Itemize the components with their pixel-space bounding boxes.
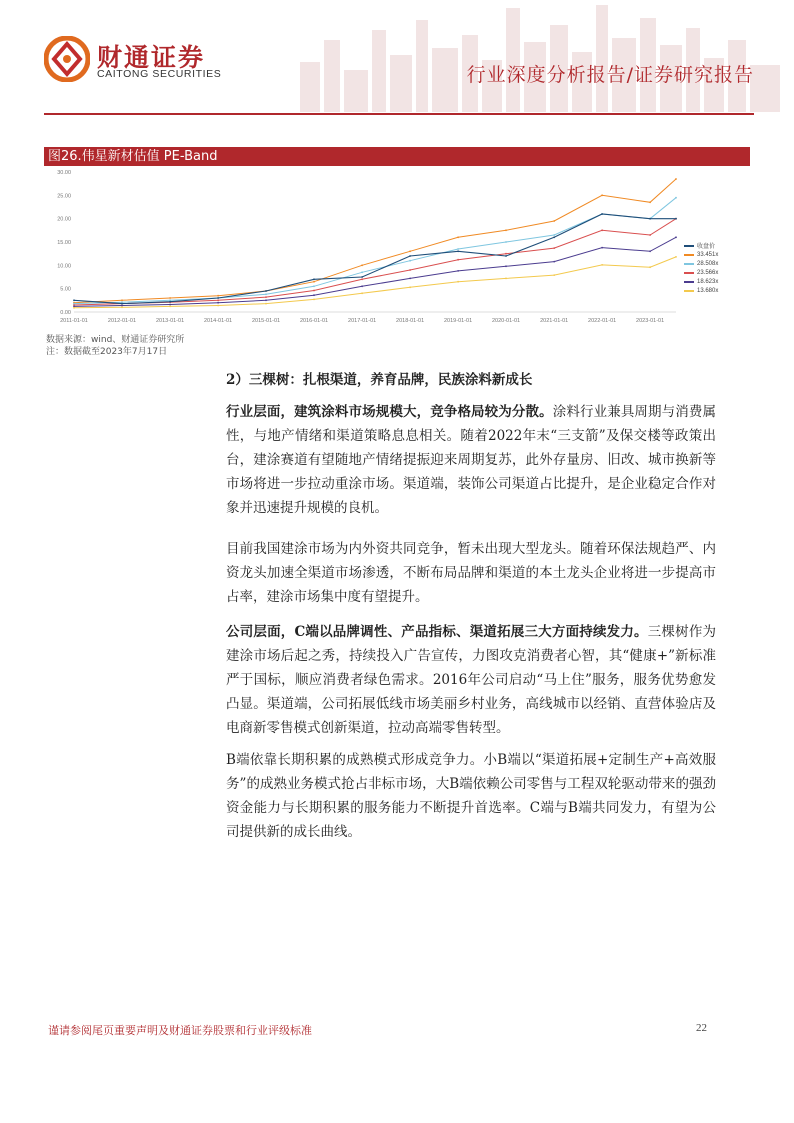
data-point bbox=[649, 218, 651, 220]
x-tick-label: 2015-01-01 bbox=[251, 318, 281, 324]
data-point bbox=[505, 278, 507, 280]
data-point bbox=[457, 270, 459, 272]
x-tick-label: 2020-01-01 bbox=[491, 318, 521, 324]
data-point bbox=[169, 301, 171, 303]
data-point bbox=[675, 178, 677, 180]
legend-swatch bbox=[684, 290, 694, 292]
data-point bbox=[217, 305, 219, 307]
data-point bbox=[217, 302, 219, 304]
data-point bbox=[505, 229, 507, 231]
data-point bbox=[553, 236, 555, 238]
data-point bbox=[553, 220, 555, 222]
paragraph-text bbox=[226, 400, 716, 520]
data-point bbox=[121, 305, 123, 307]
data-point bbox=[457, 259, 459, 261]
data-point bbox=[675, 218, 677, 220]
y-tick-label: 10.00 bbox=[57, 263, 71, 270]
data-point bbox=[649, 250, 651, 252]
paragraph-body: 目前我国建涂市场为内外资共同竞争，暂未出现大型龙头。随着环保法规趋严、内资龙头加速全渠道市场渗透，不断布局品牌和渠道的本土龙头企业将进一步提高市占率，建涂市场集中度有望提升。 bbox=[226, 541, 716, 605]
x-tick-label: 2019-01-01 bbox=[444, 318, 473, 324]
data-point bbox=[505, 253, 507, 255]
data-point bbox=[169, 297, 171, 299]
x-tick-label: 2011-01-01 bbox=[60, 318, 88, 324]
x-tick-label: 2013-01-01 bbox=[156, 318, 185, 324]
data-point bbox=[553, 247, 555, 249]
paragraph-lead: 行业层面，建筑涂料市场规模大，竞争格局较为分散。 bbox=[226, 404, 553, 420]
data-point bbox=[649, 201, 651, 203]
data-point bbox=[601, 194, 603, 196]
data-point bbox=[169, 306, 171, 308]
page-number: 22 bbox=[696, 1022, 707, 1034]
x-tick-label: 2023-01-01 bbox=[636, 318, 665, 324]
legend-entry bbox=[684, 286, 718, 295]
paragraph-text bbox=[226, 620, 716, 740]
logo-chinese-name: 财通证券 bbox=[97, 43, 206, 72]
data-point bbox=[265, 290, 267, 292]
data-point bbox=[217, 295, 219, 297]
y-tick-label: 25.00 bbox=[57, 193, 71, 200]
x-tick-label: 2018-01-01 bbox=[396, 318, 425, 324]
legend-label: 13.680x bbox=[697, 287, 719, 294]
data-point bbox=[361, 285, 363, 287]
data-point bbox=[313, 278, 315, 280]
x-tick-label: 2016-01-01 bbox=[299, 318, 329, 324]
data-point bbox=[169, 304, 171, 306]
data-point bbox=[505, 241, 507, 243]
figure-title: 图26.伟星新材估值 PE-Band bbox=[44, 147, 750, 166]
paragraph-body: B端依靠长期积累的成熟模式形成竞争力。小B端以“渠道拓展+定制生产+高效服务”的成熟业务模式抢占非标市场，大B端依赖公司零售与工程双轮驱动带来的强劲资金能力与长期积累的服务能力不断提升首选率。C端与B端共同发力，有望为公司提供新的成长曲线。 bbox=[226, 752, 716, 840]
data-point bbox=[457, 248, 459, 250]
data-point bbox=[409, 260, 411, 262]
legend-label: 18.623x bbox=[697, 278, 719, 285]
data-point bbox=[217, 299, 219, 301]
data-point bbox=[457, 250, 459, 252]
section-heading: 2）三棵树：扎根渠道，养育品牌，民族涂料新成长 bbox=[226, 372, 533, 388]
data-point bbox=[601, 229, 603, 231]
data-point bbox=[313, 290, 315, 292]
data-point bbox=[505, 265, 507, 267]
data-point bbox=[457, 236, 459, 238]
data-point bbox=[217, 297, 219, 299]
legend-label: 28.508x bbox=[697, 260, 719, 267]
data-point bbox=[409, 255, 411, 257]
data-point bbox=[313, 281, 315, 283]
data-point bbox=[553, 274, 555, 276]
y-tick-label: 20.00 bbox=[57, 216, 71, 223]
logo-english-name: CAITONG SECURITIES bbox=[97, 68, 222, 80]
data-point bbox=[361, 271, 363, 273]
data-point bbox=[361, 292, 363, 294]
paragraph-industry bbox=[226, 400, 716, 520]
data-point bbox=[265, 299, 267, 301]
y-tick-label: 30.00 bbox=[57, 170, 71, 176]
paragraph-body: 涂料行业兼具周期与消费属性，与地产情绪和渠道策略息息相关。随着2022年末“三支箭”及保交楼等政策出台，建涂赛道有望随地产情绪提振迎来周期复苏，此外存量房、旧改、城市换新等市场将进一步拉动重涂市场。渠道端，装饰公司渠道占比提升，是企业稳定合作对象并迅速提升规模的良机。 bbox=[226, 404, 717, 516]
legend-entry bbox=[684, 259, 718, 268]
paragraph-market bbox=[226, 537, 716, 609]
x-tick-label: 2022-01-01 bbox=[588, 318, 617, 324]
x-tick-label: 2021-01-01 bbox=[540, 318, 569, 324]
legend-entry bbox=[684, 241, 718, 250]
chart-legend bbox=[684, 241, 718, 295]
footer-disclaimer: 谨请参阅尾页重要声明及财通证券股票和行业评级标准 bbox=[48, 1024, 312, 1037]
figure-note: 注：数据截至2023年7月17日 bbox=[46, 347, 168, 357]
header-divider bbox=[44, 113, 754, 115]
data-point bbox=[313, 299, 315, 301]
paragraph-text bbox=[226, 537, 716, 609]
data-point bbox=[265, 293, 267, 295]
paragraph-lead: 公司层面，C端以品牌调性、产品指标、渠道拓展三大方面持续发力。 bbox=[226, 624, 648, 640]
data-point bbox=[649, 266, 651, 268]
pe-band-chart bbox=[44, 166, 750, 328]
data-point bbox=[505, 255, 507, 257]
figure-source: 数据来源：wind、财通证券研究所 bbox=[46, 335, 185, 345]
data-point bbox=[265, 296, 267, 298]
legend-entry bbox=[684, 277, 718, 286]
caitong-logo-icon bbox=[44, 36, 90, 82]
pe-band-chart-svg bbox=[44, 166, 750, 328]
data-point bbox=[457, 281, 459, 283]
data-point bbox=[121, 299, 123, 301]
data-point bbox=[361, 276, 363, 278]
data-point bbox=[675, 256, 677, 258]
x-tick-label: 2012-01-01 bbox=[107, 318, 137, 324]
paragraph-company bbox=[226, 620, 716, 740]
legend-swatch bbox=[684, 245, 694, 247]
data-point bbox=[409, 250, 411, 252]
data-point bbox=[601, 247, 603, 249]
page-header bbox=[0, 0, 794, 115]
data-point bbox=[675, 197, 677, 199]
data-point bbox=[265, 303, 267, 305]
paragraph-text bbox=[226, 748, 716, 844]
x-tick-label: 2017-01-01 bbox=[348, 318, 377, 324]
data-point bbox=[601, 213, 603, 215]
legend-swatch bbox=[684, 281, 694, 283]
data-point bbox=[73, 307, 75, 309]
legend-swatch bbox=[684, 272, 694, 274]
y-tick-label: 5.00 bbox=[60, 286, 71, 293]
data-point bbox=[361, 264, 363, 266]
paragraph-body: 三棵树作为建涂市场后起之秀，持续投入广告宣传，力图攻克消费者心智，其“健康+”新标准严于国标，顺应消费者绿色需求。2016年公司启动“马上住”服务，服务优势愈发凸显。渠道端，公司拓展低线市场美丽乡村业务，高线城市以经销、直营体验店及电商新零售模式创新渠道，拉动高端零售转型。 bbox=[226, 624, 717, 736]
data-point bbox=[553, 234, 555, 236]
series-line-28.508x bbox=[74, 198, 676, 304]
figure-notes bbox=[46, 334, 184, 358]
data-point bbox=[409, 286, 411, 288]
paragraph-b-side bbox=[226, 748, 716, 844]
data-point bbox=[675, 236, 677, 238]
data-point bbox=[121, 303, 123, 305]
data-point bbox=[73, 299, 75, 301]
data-point bbox=[313, 285, 315, 287]
data-point bbox=[409, 278, 411, 280]
data-point bbox=[361, 278, 363, 280]
y-tick-label: 0.00 bbox=[60, 310, 71, 316]
data-point bbox=[409, 269, 411, 271]
series-line-收盘价 bbox=[74, 214, 676, 304]
report-type-label: 行业深度分析报告/证券研究报告 bbox=[466, 64, 754, 86]
data-point bbox=[601, 264, 603, 266]
legend-label: 收盘价 bbox=[697, 244, 716, 250]
legend-swatch bbox=[684, 254, 694, 256]
legend-label: 23.566x bbox=[697, 269, 719, 276]
x-tick-label: 2014-01-01 bbox=[203, 318, 233, 324]
legend-entry bbox=[684, 268, 718, 277]
data-point bbox=[553, 261, 555, 263]
data-point bbox=[313, 294, 315, 296]
y-tick-label: 15.00 bbox=[57, 240, 71, 246]
legend-label: 33.451x bbox=[697, 251, 719, 258]
data-point bbox=[121, 306, 123, 308]
legend-swatch bbox=[684, 263, 694, 265]
legend-entry bbox=[684, 250, 718, 259]
data-point bbox=[649, 234, 651, 236]
